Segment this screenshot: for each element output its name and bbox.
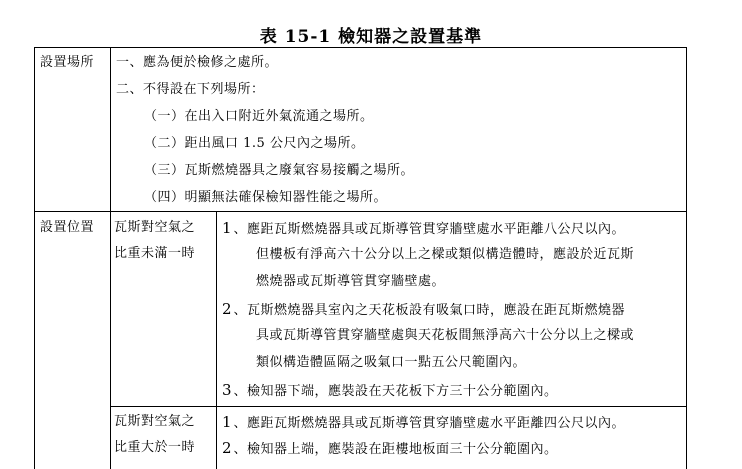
table-title: 表 15-1 檢知器之設置基準	[259, 27, 483, 47]
section-label-location: 設置場所	[40, 55, 95, 70]
heavy-gas-label-line2: 比重大於一時	[114, 440, 196, 455]
light-rule-2-line3: 類似構造體區隔之吸氣口一點五公尺範圍內。	[256, 355, 527, 370]
sublabel-column-divider	[216, 211, 217, 469]
rule-number: 1	[222, 413, 232, 431]
location-rule-1: 一、應為便於檢修之處所。	[116, 55, 279, 70]
light-gas-label-line1: 瓦斯對空氣之	[114, 220, 196, 235]
light-gas-label-line2: 比重未滿一時	[114, 246, 196, 261]
light-rule-3: 3 、檢知器下端，應裝設在天花板下方三十公分範圍內。	[222, 381, 558, 399]
location-rule-2: 二、不得設在下列場所：	[116, 82, 265, 97]
heavy-gas-label-line1: 瓦斯對空氣之	[114, 414, 196, 429]
heavy-rule-2: 2 、檢知器上端，應裝設在距樓地板面三十公分範圍內。	[222, 439, 558, 457]
light-rule-2-line1: 2 、瓦斯燃燒器具室內之天花板設有吸氣口時，應設在距瓦斯燃燒器	[222, 300, 626, 318]
table-left-border	[34, 47, 35, 469]
rule-number: 1	[222, 219, 232, 237]
table-top-border	[34, 47, 686, 48]
light-rule-1-line2: 但樓板有淨高六十公分以上之樑或類似構造體時，應設於近瓦斯	[256, 247, 635, 262]
light-rule-1-line3: 燃燒器或瓦斯導管貫穿牆壁處。	[256, 274, 446, 289]
section-divider	[34, 211, 686, 212]
excluded-place-4: （四）明顯無法確保檢知器性能之場所。	[144, 190, 388, 205]
excluded-place-1: （一）在出入口附近外氣流通之場所。	[144, 109, 374, 124]
rule-number: 2	[222, 439, 232, 457]
rule-number: 2	[222, 300, 232, 318]
label-column-divider	[110, 47, 111, 469]
light-rule-1-line1: 1 、應距瓦斯燃燒器具或瓦斯導管貫穿牆壁處水平距離八公尺以內。	[222, 219, 626, 237]
light-rule-2-line2: 具或瓦斯導管貫穿牆壁處與天花板間無淨高六十公分以上之樑或	[256, 328, 635, 343]
heavy-rule-1: 1 、應距瓦斯燃燒器具或瓦斯導管貫穿牆壁處水平距離四公尺以內。	[222, 413, 626, 431]
table-right-border	[686, 47, 687, 469]
subsection-divider	[110, 406, 686, 407]
section-label-position: 設置位置	[40, 220, 95, 235]
excluded-place-3: （三）瓦斯燃燒器具之廢氣容易接觸之場所。	[144, 163, 415, 178]
excluded-place-2: （二）距出風口 1.5 公尺內之場所。	[144, 136, 365, 151]
rule-number: 3	[222, 381, 232, 399]
